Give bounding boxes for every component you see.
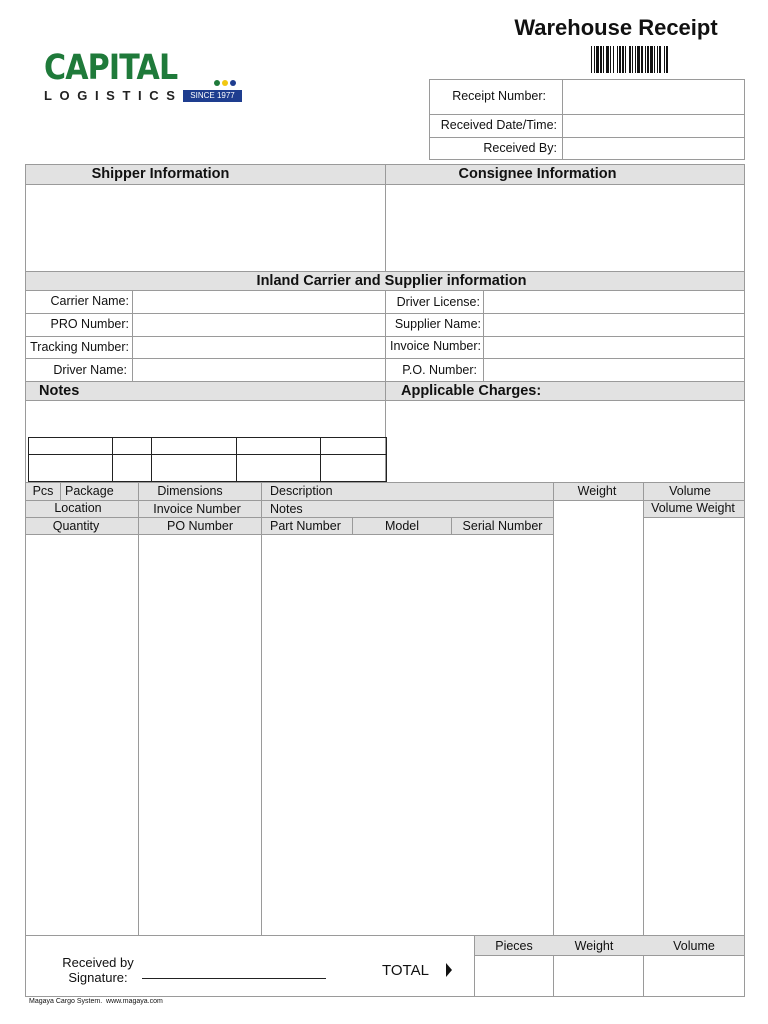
invoice-number-label: Invoice Number: <box>389 339 481 353</box>
items-body[interactable] <box>26 535 744 935</box>
driver-license-label: Driver License: <box>396 295 480 309</box>
pro-number-label: PRO Number: <box>50 317 129 331</box>
shipper-info-field[interactable] <box>26 185 384 271</box>
col-volume: Volume <box>669 484 711 498</box>
receipt-number-field[interactable] <box>563 80 744 114</box>
logo-name: CAPITAL <box>44 48 178 88</box>
col-invoice-number: Invoice Number <box>153 502 241 516</box>
logo-dots <box>214 75 236 89</box>
received-by-field[interactable] <box>563 138 744 159</box>
col-po-number: PO Number <box>167 519 233 533</box>
received-by-signature-label-1: Received by <box>62 955 134 970</box>
pro-number-field[interactable] <box>133 314 384 336</box>
tracking-number-label: Tracking Number: <box>30 340 129 354</box>
total-volume-field[interactable] <box>644 956 744 996</box>
receipt-number-label: Receipt Number: <box>452 89 546 103</box>
charges-field[interactable] <box>386 401 744 481</box>
total-pieces-label: Pieces <box>495 939 533 953</box>
col-dimensions: Dimensions <box>157 484 223 498</box>
col-description: Description <box>270 484 333 498</box>
driver-license-field[interactable] <box>484 291 744 313</box>
supplier-name-label: Supplier Name: <box>394 317 481 331</box>
notes-field[interactable] <box>26 401 384 436</box>
barcode-icon <box>591 46 727 73</box>
consignee-header: Consignee Information <box>458 166 617 182</box>
arrow-right-icon <box>445 962 453 978</box>
col-location: Location <box>54 501 102 515</box>
total-weight-field[interactable] <box>554 956 643 996</box>
carrier-name-field[interactable] <box>133 291 384 313</box>
carrier-name-label: Carrier Name: <box>50 294 129 308</box>
received-by-signature-label-2: Signature: <box>68 970 128 985</box>
received-by-label: Received By: <box>483 141 557 155</box>
col-serial-number: Serial Number <box>462 519 543 533</box>
po-number-field[interactable] <box>484 359 744 380</box>
received-date-field[interactable] <box>563 115 744 137</box>
col-notes: Notes <box>270 502 303 516</box>
col-quantity: Quantity <box>52 519 100 533</box>
document-title: Warehouse Receipt <box>514 15 718 40</box>
total-label: TOTAL <box>382 962 429 979</box>
total-pieces-field[interactable] <box>475 956 553 996</box>
col-volume-weight: Volume Weight <box>651 501 735 515</box>
supplier-name-field[interactable] <box>484 314 744 336</box>
col-weight: Weight <box>577 484 617 498</box>
company-logo <box>44 48 244 106</box>
col-part-number: Part Number <box>270 519 341 533</box>
charges-header: Applicable Charges: <box>401 383 542 399</box>
consignee-info-field[interactable] <box>386 185 744 271</box>
total-volume-label: Volume <box>673 939 715 953</box>
inland-carrier-header: Inland Carrier and Supplier information <box>256 273 527 289</box>
logo-subtitle: LOGISTICS <box>44 88 183 103</box>
driver-name-field[interactable] <box>133 359 384 380</box>
tracking-number-field[interactable] <box>133 337 384 358</box>
col-package: Package <box>65 484 114 498</box>
received-date-label: Received Date/Time: <box>440 118 557 132</box>
col-pcs: Pcs <box>32 484 54 498</box>
invoice-number-field[interactable] <box>484 337 744 358</box>
notes-header: Notes <box>39 383 80 399</box>
col-model: Model <box>384 519 420 533</box>
po-number-label: P.O. Number: <box>402 363 477 377</box>
shipper-header: Shipper Information <box>91 166 230 182</box>
signature-line[interactable] <box>142 978 326 979</box>
logo-since-badge: SINCE 1977 <box>183 90 242 102</box>
total-weight-label: Weight <box>574 939 614 953</box>
notes-grid <box>28 437 387 482</box>
driver-name-label: Driver Name: <box>53 363 127 377</box>
footer-text: Magaya Cargo System. www.magaya.com <box>29 998 163 1005</box>
